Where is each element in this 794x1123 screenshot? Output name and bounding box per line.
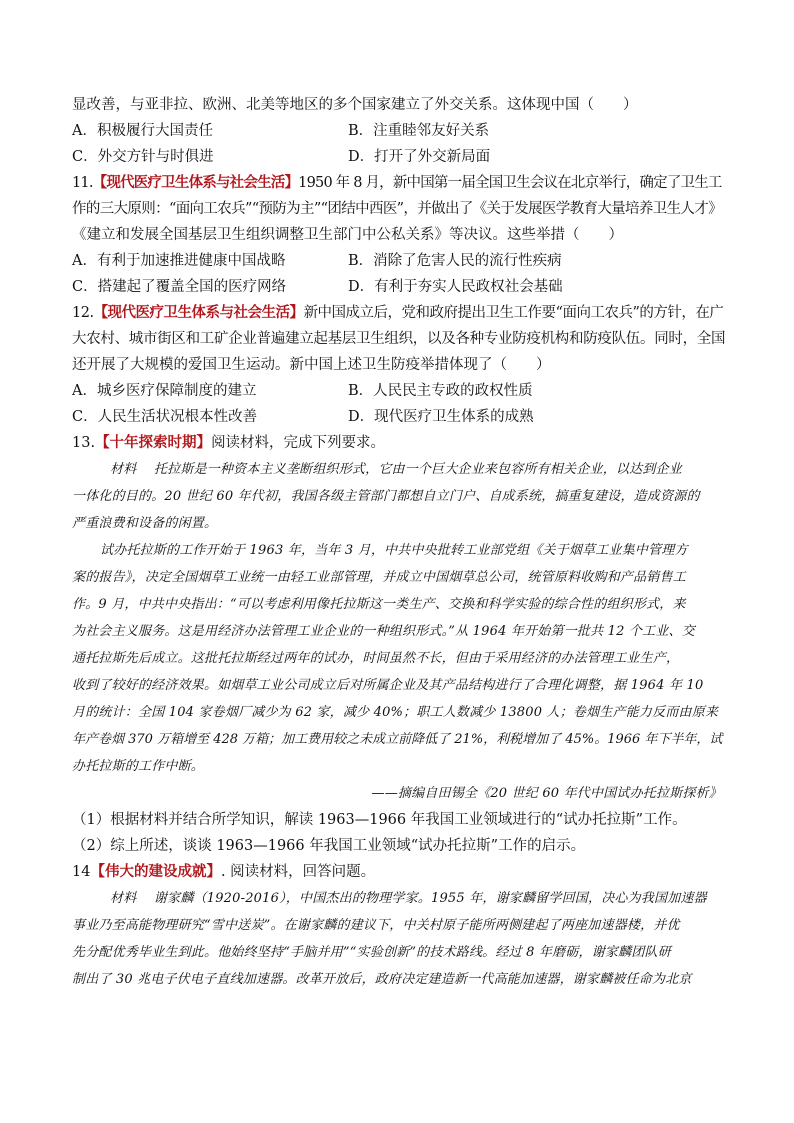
q10-options-row1 xyxy=(72,118,726,144)
document-page xyxy=(72,92,726,993)
q13-material-line: 严重浪费和设备的闲置。 xyxy=(72,516,218,531)
q13-subquestion-1: （1）根据材料并结合所学知识，解读 1963—1966 年我国工业领域进行的“试办托拉斯”工作。 xyxy=(72,812,687,828)
q11-stem-line3: 《建立和发展全国基层卫生组织调整卫生部门中公私关系》等决议。这些举措（ ） xyxy=(72,227,623,243)
q12-stem-line2: 大农村、城市街区和工矿企业普遍建立起基层卫生组织，以及各种专业防疫机构和防疫队伍。同时，全国 xyxy=(72,331,726,347)
q12-text: 新中国成立后，党和政府提出卫生工作要“面向工农兵”的方针，在广 xyxy=(303,305,724,321)
q11-options-row2 xyxy=(72,274,726,300)
q12-number: 12. xyxy=(72,305,94,321)
q11-option-a: A．有利于加速推进健康中国战略 xyxy=(72,253,286,269)
q11-option-d: D．有利于夯实人民政权社会基础 xyxy=(348,279,563,295)
q12-topic-tag: 【现代医疗卫生体系与社会生活】 xyxy=(93,304,304,321)
q13-material-line: 年产卷烟 370 万箱增至 428 万箱；加工费用较之未成立前降低了 21%，利税增加了 45%。1966 年下半年，试 xyxy=(72,732,723,747)
q12-option-c: C．人民生活状况根本性改善 xyxy=(72,409,258,425)
q10-option-b: B．注重睦邻友好关系 xyxy=(348,123,490,139)
q14-material-line: 材料 谢家麟（1920-2016），中国杰出的物理学家。1955 年，谢家麟留学回国，决心为我国加速器 xyxy=(110,891,707,906)
q12-option-d: D．现代医疗卫生体系的成熟 xyxy=(348,409,534,425)
q13-material-line: 通托拉斯先后成立。这批托拉斯经过两年的试办，时间虽然不长，但由于采用经济的办法管理工业生产， xyxy=(72,651,680,666)
q13-material-line: 试办托拉斯的工作开始于 1963 年，当年 3 月，中共中央批转工业部党组《关于烟草工业集中管理方 xyxy=(100,543,688,558)
q13-number: 13. xyxy=(72,435,96,451)
q13-intro: 阅读材料，完成下列要求。 xyxy=(211,435,386,451)
q14-material-line: 制出了 30 兆电子伏电子直线加速器。改革开放后，政府决定建造新一代高能加速器，谢家麟被任命为北京 xyxy=(72,972,692,987)
q14-stem xyxy=(72,859,726,885)
q11-options-row1 xyxy=(72,248,726,274)
q12-options-row2 xyxy=(72,404,726,430)
q14-material-line: 事业乃至高能物理研究“雪中送炭”。在谢家麟的建议下，中关村原子能所两侧建起了两座加速器楼，并优 xyxy=(72,918,680,933)
q13-material-line: 收到了较好的经济效果。如烟草工业公司成立后对所属企业及其产品结构进行了合理化调整，据 1964 年 10 xyxy=(72,678,704,693)
q14-topic-tag: 【伟大的建设成就】 xyxy=(90,863,221,880)
q13-subquestion-2: （2）综上所述，谈谈 1963—1966 年我国工业领域“试办托拉斯”工作的启示。 xyxy=(72,838,586,854)
q13-material-line: 一体化的目的。20 世纪 60 年代初，我国各级主管部门都想自立门户、自成系统，搞重复建设，造成资源的 xyxy=(72,489,700,504)
q10-option-a: A．积极履行大国责任 xyxy=(72,123,213,139)
q13-material-line: 办托拉斯的工作中断。 xyxy=(72,759,205,774)
q11-number: 11. xyxy=(72,175,93,191)
q13-material-line: 案的报告》，决定全国烟草工业统一由轻工业部管理，并成立中国烟草总公司，统管原料收购和产品销售工 xyxy=(72,570,686,585)
q12-stem-line1 xyxy=(72,300,726,326)
q11-stem-line1 xyxy=(72,170,726,196)
q12-options-row1 xyxy=(72,378,726,404)
q11-option-b: B．消除了危害人民的流行性疾病 xyxy=(348,253,562,269)
q11-option-c: C．搭建起了覆盖全国的医疗网络 xyxy=(72,279,287,295)
q13-material-line: 作。9 月，中共中央指出：“可以考虑利用像托拉斯这一类生产、交换和科学实验的综合性的组织形式，来 xyxy=(72,597,686,612)
q13-material-line: 材料 托拉斯是一种资本主义垄断组织形式，它由一个巨大企业来包容所有相关企业，以达到企业 xyxy=(110,462,682,477)
q13-material-line: 为社会主义服务。这是用经济办法管理工业企业的一种组织形式。”从 1964 年开始第一批共 12 个工业、交 xyxy=(72,624,695,639)
q10-options-row2 xyxy=(72,144,726,170)
q13-source-citation: ——摘编自田锡全《20 世纪 60 年代中国试办托拉斯探析》 xyxy=(371,786,722,801)
q10-option-d: D．打开了外交新局面 xyxy=(348,149,491,165)
q10-option-c: C．外交方针与时俱进 xyxy=(72,149,214,165)
q14-material-line: 先分配优秀毕业生到此。他始终坚持“手脑并用”“实验创新”的技术路线。经过 8 年磨砺，谢家麟团队研 xyxy=(72,945,671,960)
q13-stem xyxy=(72,430,726,456)
q11-text: 1950 年 8 月，新中国第一届全国卫生会议在北京举行，确定了卫生工 xyxy=(298,175,722,191)
q11-topic-tag: 【现代医疗卫生体系与社会生活】 xyxy=(92,174,299,191)
q11-stem-line2: 作的三大原则：“面向工农兵”“预防为主”“团结中西医”，并做出了《关于发展医学教育大量培养卫生人才》 xyxy=(72,201,722,217)
q12-option-a: A．城乡医疗保障制度的建立 xyxy=(72,383,257,399)
q12-option-b: B．人民民主专政的政权性质 xyxy=(348,383,533,399)
q10-stem: 显改善，与亚非拉、欧洲、北美等地区的多个国家建立了外交关系。这体现中国（ ） xyxy=(72,97,638,113)
q14-intro: . 阅读材料，回答问题。 xyxy=(220,864,376,880)
q14-number: 14 xyxy=(72,864,91,880)
q13-topic-tag: 【十年探索时期】 xyxy=(95,434,212,451)
q13-material-line: 月的统计：全国 104 家卷烟厂减少为 62 家，减少 40%；职工人数减少 13800 人；卷烟生产能力反而由原来 xyxy=(72,705,719,720)
q12-stem-line3: 还开展了大规模的爱国卫生运动。新中国上述卫生防疫举措体现了（ ） xyxy=(72,357,551,373)
